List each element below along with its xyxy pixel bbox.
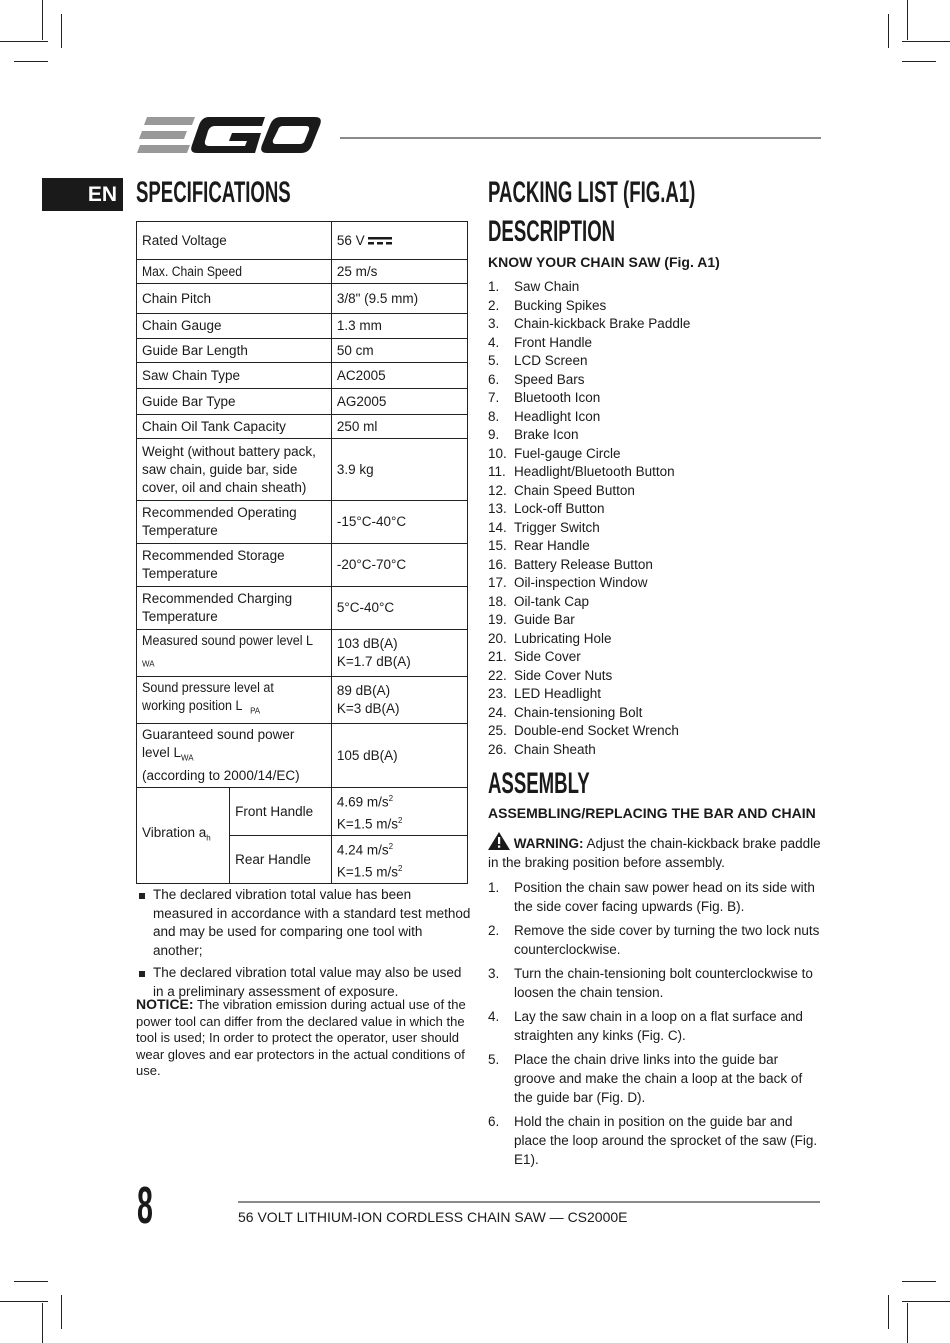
assembly-heading: ASSEMBLY: [488, 767, 590, 800]
language-tab: EN: [42, 178, 123, 211]
list-item-label: Chain-tensioning Bolt: [514, 704, 643, 720]
step-text: Lay the saw chain in a loop on a flat surface and straighten any kinks (Fig. C).: [514, 1009, 803, 1043]
spec-label: Rated Voltage: [137, 222, 332, 260]
spec-value: 250 ml: [331, 415, 467, 439]
crop-mark: [0, 1301, 48, 1302]
specifications-heading: SPECIFICATIONS: [136, 176, 291, 209]
table-row: [137, 415, 468, 439]
list-item: [488, 315, 828, 334]
assembly-steps: [488, 878, 822, 1174]
list-item-number: 3.: [488, 316, 500, 331]
list-item: [488, 334, 828, 353]
spec-value: 89 dB(A) K=3 dB(A): [331, 677, 467, 724]
list-item-number: 21.: [488, 649, 507, 664]
list-item-label: Side Cover Nuts: [514, 667, 613, 683]
spec-value: 56 V: [331, 222, 467, 260]
table-row: [137, 723, 468, 788]
table-row: [137, 677, 468, 724]
list-item: [488, 611, 828, 630]
list-item: [488, 741, 828, 760]
assembly-step: [488, 1050, 822, 1107]
step-number: 4.: [488, 1009, 500, 1024]
spec-label: Chain Gauge: [137, 314, 332, 339]
crop-mark: [42, 1303, 43, 1343]
list-item: [488, 630, 828, 649]
list-item: [488, 667, 828, 686]
list-item-number: 4.: [488, 334, 500, 350]
list-item-number: 18.: [488, 593, 507, 609]
warning-paragraph: WARNING: Adjust the chain-kickback brake paddle in the braking position before assembly.: [488, 832, 822, 872]
bullet-square-icon: [139, 893, 145, 899]
list-item-number: 7.: [488, 390, 500, 405]
table-row: [137, 363, 468, 389]
list-item-label: Chain Sheath: [514, 741, 596, 757]
step-text: Hold the chain in position on the guide bar and place the loop around the sprocket of the saw (Fig. E1).: [514, 1114, 818, 1167]
crop-mark: [14, 61, 48, 62]
list-item-label: Trigger Switch: [514, 519, 600, 535]
list-item-number: 26.: [488, 741, 507, 757]
spec-label: Sound pressure level at working position L $_{PA}$: [137, 677, 332, 724]
list-item-label: Bucking Spikes: [514, 297, 607, 313]
list-item: [488, 593, 828, 612]
table-row: [137, 389, 468, 415]
bullet-square-icon: [139, 971, 145, 977]
list-item-number: 2.: [488, 297, 500, 313]
table-row: [137, 587, 468, 630]
crop-mark: [902, 41, 950, 42]
assembly-step: [488, 1112, 822, 1169]
crop-mark: [907, 0, 908, 40]
list-item-label: Battery Release Button: [514, 556, 653, 572]
list-item-number: 15.: [488, 538, 507, 553]
spec-value: 1.3 mm: [331, 314, 467, 339]
list-item-label: Side Cover: [514, 649, 581, 664]
step-number: 6.: [488, 1114, 500, 1129]
list-item-number: 24.: [488, 704, 507, 720]
assembly-step: [488, 878, 822, 916]
packing-list-heading: PACKING LIST (FIG.A1): [488, 176, 696, 209]
table-row: [137, 222, 468, 260]
list-item-label: Fuel-gauge Circle: [514, 445, 621, 461]
list-item: [488, 278, 828, 297]
list-item: The declared vibration total value has been measured in accordance with a standard test method and may be used for comparing one tool with another;: [136, 886, 472, 960]
list-item-label: Rear Handle: [514, 538, 590, 553]
table-row: [137, 439, 468, 501]
spec-value: AG2005: [331, 389, 467, 415]
table-row: [137, 339, 468, 363]
list-item: [488, 722, 828, 741]
list-item-label: Headlight Icon: [514, 408, 601, 424]
step-text: Place the chain drive links into the guide bar groove and make the chain a loop at the back of the guide bar (Fig. D).: [514, 1052, 803, 1105]
list-item: [488, 408, 828, 427]
crop-mark: [902, 61, 936, 62]
list-item: [488, 500, 828, 519]
spec-value: 105 dB(A): [331, 723, 467, 788]
notice-paragraph: NOTICE: The vibration emission during actual use of the power tool can differ from the declared value in which the tool is used; In order to protect the operator, user should wear gloves and ear protectors in the actual conditions of use.: [136, 996, 466, 1078]
list-item-number: 14.: [488, 519, 507, 535]
table-row: [137, 501, 468, 544]
list-item-number: 8.: [488, 408, 500, 424]
spec-label: Guaranteed sound power level $L_{WA}$ (according to 2000/14/EC): [137, 723, 332, 788]
crop-mark: [61, 14, 62, 48]
spec-value: 3.9 kg: [331, 439, 467, 501]
table-row: [137, 284, 468, 314]
list-item-number: 1.: [488, 279, 500, 294]
rear-handle-label: Rear Handle: [230, 836, 332, 884]
spec-value: 103 dB(A) K=1.7 dB(A): [331, 630, 467, 677]
assembly-step: [488, 964, 822, 1002]
step-number: 5.: [488, 1052, 500, 1067]
step-number: 3.: [488, 966, 500, 981]
description-subtitle: KNOW YOUR CHAIN SAW (Fig. A1): [488, 254, 720, 270]
spec-value: 4.69 $m/s^2$ K=1.5 $m/s^2$: [331, 788, 467, 836]
crop-mark: [902, 1301, 950, 1302]
step-text: Position the chain saw power head on its side with the side cover facing upwards (Fig. B).: [514, 880, 815, 914]
spec-value: AC2005: [331, 363, 467, 389]
list-item: [488, 519, 828, 538]
spec-label: Recommended Operating Temperature: [137, 501, 332, 544]
list-item: The declared vibration total value may also be used in a preliminary assessment of exposure.: [136, 964, 472, 1001]
crop-mark: [888, 1295, 889, 1329]
spec-label: Max. Chain Speed: [137, 260, 332, 284]
list-item: [488, 704, 828, 723]
list-item-number: 20.: [488, 630, 507, 646]
step-text: Turn the chain-tensioning bolt counterclockwise to loosen the chain tension.: [514, 966, 813, 1000]
step-number: 1.: [488, 880, 500, 895]
list-item-label: Double-end Socket Wrench: [514, 723, 679, 738]
table-row: [137, 630, 468, 677]
list-item: [488, 426, 828, 445]
list-item-label: Oil-tank Cap: [514, 593, 590, 609]
table-row: [137, 260, 468, 284]
crop-mark: [907, 1303, 908, 1343]
list-item-label: LED Headlight: [514, 686, 602, 701]
vibration-notes: [136, 886, 472, 1005]
description-heading: DESCRIPTION: [488, 215, 616, 248]
spec-value: -15°C-40°C: [331, 501, 467, 544]
spec-value: 50 cm: [331, 339, 467, 363]
crop-mark: [902, 1281, 936, 1282]
dc-symbol-icon: [368, 236, 392, 246]
spec-label: Saw Chain Type: [137, 363, 332, 389]
spec-value: -20°C-70°C: [331, 544, 467, 587]
warning-icon: [488, 832, 510, 850]
spec-value: 25 m/s: [331, 260, 467, 284]
list-item: [488, 297, 828, 316]
list-item-label: LCD Screen: [514, 353, 588, 368]
header-rule: [340, 137, 821, 139]
assembly-subtitle: ASSEMBLING/REPLACING THE BAR AND CHAIN: [488, 805, 816, 821]
list-item-label: Lock-off Button: [514, 501, 605, 516]
spec-label: Chain Oil Tank Capacity: [137, 415, 332, 439]
list-item-label: Brake Icon: [514, 427, 579, 442]
list-item-label: Headlight/Bluetooth Button: [514, 464, 675, 479]
spec-label: Measured sound power level $L_{WA}$: [137, 630, 332, 677]
spec-value: 5°C-40°C: [331, 587, 467, 630]
list-item: [488, 556, 828, 575]
list-item: [488, 463, 828, 482]
list-item: [488, 574, 828, 593]
list-item-number: 13.: [488, 501, 507, 516]
spec-value: 3/8" (9.5 mm): [331, 284, 467, 314]
list-item-number: 19.: [488, 612, 507, 627]
page-number: 8: [137, 1177, 153, 1235]
crop-mark: [61, 1295, 62, 1329]
list-item-label: Chain Speed Button: [514, 482, 635, 498]
list-item: [488, 537, 828, 556]
list-item-number: 25.: [488, 723, 507, 738]
table-row: [137, 544, 468, 587]
list-item-number: 17.: [488, 575, 507, 590]
list-item-label: Bluetooth Icon: [514, 390, 601, 405]
list-item: [488, 371, 828, 390]
spec-label: Chain Pitch: [137, 284, 332, 314]
list-item: [488, 352, 828, 371]
specifications-table: [136, 221, 468, 884]
list-item-number: 5.: [488, 353, 500, 368]
list-item-number: 22.: [488, 667, 507, 683]
spec-value: 4.24 $m/s^2$ K=1.5 $m/s^2$: [331, 836, 467, 884]
list-item-number: 16.: [488, 556, 507, 572]
crop-mark: [14, 1281, 48, 1282]
spec-label: Recommended Storage Temperature: [137, 544, 332, 587]
crop-mark: [888, 14, 889, 48]
list-item-label: Oil-inspection Window: [514, 575, 648, 590]
front-handle-label: Front Handle: [230, 788, 332, 836]
list-item-number: 11.: [488, 464, 506, 479]
list-item: [488, 482, 828, 501]
parts-list: [488, 278, 828, 759]
vibration-label: Vibration $a_h$: [137, 788, 230, 884]
list-item-label: Saw Chain: [514, 279, 580, 294]
crop-mark: [0, 41, 48, 42]
footer-text: 56 VOLT LITHIUM-ION CORDLESS CHAIN SAW — CS2000E: [238, 1209, 628, 1225]
list-item-label: Speed Bars: [514, 371, 585, 387]
list-item-label: Front Handle: [514, 334, 593, 350]
step-text: Remove the side cover by turning the two lock nuts counterclockwise.: [514, 923, 820, 957]
crop-mark: [42, 0, 43, 40]
list-item-number: 12.: [488, 482, 507, 498]
ego-logo: [137, 117, 321, 159]
table-row: [137, 314, 468, 339]
spec-label: Guide Bar Type: [137, 389, 332, 415]
spec-label: Recommended Charging Temperature: [137, 587, 332, 630]
list-item: [488, 685, 828, 704]
list-item-label: Lubricating Hole: [514, 630, 612, 646]
spec-label: Guide Bar Length: [137, 339, 332, 363]
list-item-number: 23.: [488, 686, 507, 701]
list-item: [488, 445, 828, 464]
list-item-label: Chain-kickback Brake Paddle: [514, 316, 691, 331]
step-number: 2.: [488, 923, 500, 938]
list-item: [488, 648, 828, 667]
table-row: [137, 788, 468, 836]
list-item-number: 10.: [488, 445, 507, 461]
list-item-label: Guide Bar: [514, 612, 575, 627]
spec-label: Weight (without battery pack, saw chain, guide bar, side cover, oil and chain sheath): [137, 439, 332, 501]
footer-rule: [238, 1201, 820, 1203]
assembly-step: [488, 1007, 822, 1045]
list-item-number: 9.: [488, 427, 500, 442]
list-item-number: 6.: [488, 371, 500, 387]
assembly-step: [488, 921, 822, 959]
list-item: [488, 389, 828, 408]
